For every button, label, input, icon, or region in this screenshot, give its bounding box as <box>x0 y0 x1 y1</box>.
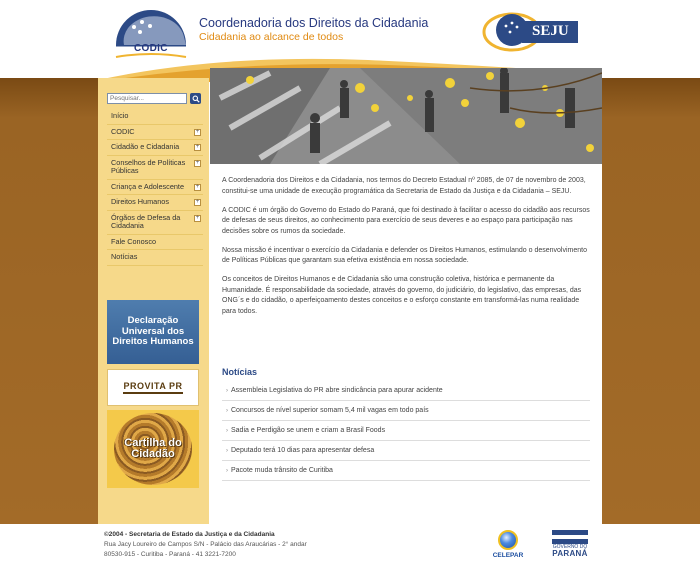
intro-paragraph: A CODIC é um órgão do Governo do Estado do Paraná, que foi destinado à facilitar o acesso do cidadão aos recursos de defesas de seus direitos, ao conhecimento para exercício de seus deveres e ao espaço para participação nas decisões sobre os rumos da sociedade. <box>222 206 590 235</box>
arrow-icon: › <box>226 388 228 394</box>
site-title: Coordenadoria dos Direitos da Cidadania <box>199 16 429 30</box>
arrow-icon: › <box>226 468 228 474</box>
parana-flag-icon <box>552 530 588 544</box>
search-icon <box>192 95 200 103</box>
seju-logo-text: SEJU <box>532 23 569 39</box>
menu-item-fale-conosco[interactable]: Fale Conosco <box>107 235 203 251</box>
celepar-logo[interactable]: CELEPAR <box>490 530 526 562</box>
menu-item-direitos-humanos[interactable]: Direitos Humanos + <box>107 195 203 211</box>
intro-paragraph: Nossa missão é incentivar o exercício da Cidadania e defender os Direitos Humanos, estimulando o desenvolvimento de Políticas Públicas que garantam sua efetiva existência em nossa sociedade. <box>222 246 587 264</box>
expand-icon[interactable]: + <box>195 183 200 190</box>
footer-city: 80530-915 - Curitiba - Paraná - 41 3221-7200 <box>104 551 236 558</box>
sidebar-menu <box>107 109 203 266</box>
seju-logo[interactable] <box>482 10 582 52</box>
news-item[interactable]: › Deputado terá 10 dias para apresentar defesa <box>222 441 590 461</box>
menu-item-noticias[interactable]: Notícias <box>107 250 203 266</box>
intro-paragraph: Os conceitos de Direitos Humanos e de Cidadania são uma construção coletiva, histórica e permanente da Humanidade. É responsabilidade da sociedade, através do governo, do judiciário, do legislativo, das empresas, das ONG´s e do cidadão, o aperfeiçoamento destes conceitos e o esforço constante em transformá-las numa realidade para todos. <box>222 276 582 315</box>
banner-cartilha-do-cidadao[interactable]: Cartilha do Cidadão <box>107 410 199 488</box>
news-list <box>222 381 590 481</box>
main-content <box>222 176 592 326</box>
expand-icon[interactable]: + <box>195 144 200 150</box>
expand-icon[interactable]: + <box>195 199 200 205</box>
menu-item-codic[interactable]: CODIC + <box>107 125 203 141</box>
menu-item-inicio[interactable]: Início <box>107 109 203 125</box>
expand-icon[interactable]: + <box>195 128 200 135</box>
search-input[interactable] <box>107 93 187 104</box>
arrow-icon: › <box>226 428 228 434</box>
celepar-globe-icon <box>498 530 518 550</box>
news-item[interactable]: › Concursos de nível superior somam 5,4 mil vagas em todo país <box>222 401 590 421</box>
footer <box>104 530 307 560</box>
expand-icon[interactable]: + <box>195 214 200 221</box>
search-button[interactable] <box>190 93 201 104</box>
expand-icon[interactable]: + <box>195 159 200 166</box>
news-item[interactable]: › Pacote muda trânsito de Curitiba <box>222 461 590 481</box>
menu-item-conselhos[interactable]: Conselhos de Políticas Públicas + <box>107 156 203 180</box>
menu-item-cidadao[interactable]: Cidadão e Cidadania + <box>107 140 203 156</box>
governo-parana-logo[interactable]: GOVERNO DO PARANÁ <box>550 530 590 564</box>
banner-declaracao-direitos-humanos[interactable]: Declaração Universal dos Direitos Humanos <box>107 300 199 364</box>
site-subtitle: Cidadania ao alcance de todos <box>199 31 344 43</box>
news-item[interactable]: › Assembleia Legislativa do PR abre sindicância para apurar acidente <box>222 381 590 401</box>
menu-item-crianca[interactable]: Criança e Adolescente + <box>107 180 203 196</box>
footer-copyright: ©2004 - Secretaria de Estado da Justiça e da Cidadania <box>104 531 275 538</box>
arrow-icon: › <box>226 408 228 414</box>
banner-provita[interactable]: PROVITA PR <box>107 369 199 406</box>
header <box>98 0 602 78</box>
arrow-icon: › <box>226 448 228 454</box>
intro-paragraph: A Coordenadoria dos Direitos e da Cidadania, nos termos do Decreto Estadual nº 2085, de 07 de novembro de 2003, constitui-se uma unidade de execução programática da Secretaria de Estado da Justiça e da Cidadania – SEJU. <box>222 177 586 195</box>
footer-address: Rua Jacy Loureiro de Campos S/N - Palácio das Araucárias - 2° andar <box>104 541 307 548</box>
news-item[interactable]: › Sadia e Perdigão se unem e criam a Brasil Foods <box>222 421 590 441</box>
menu-item-orgaos[interactable]: Órgãos de Defesa da Cidadania + <box>107 211 203 235</box>
header-photo <box>210 68 602 164</box>
news-section-title: Notícias <box>222 367 258 377</box>
codic-logo-text: CODIC <box>134 43 168 54</box>
page-container <box>98 0 602 524</box>
